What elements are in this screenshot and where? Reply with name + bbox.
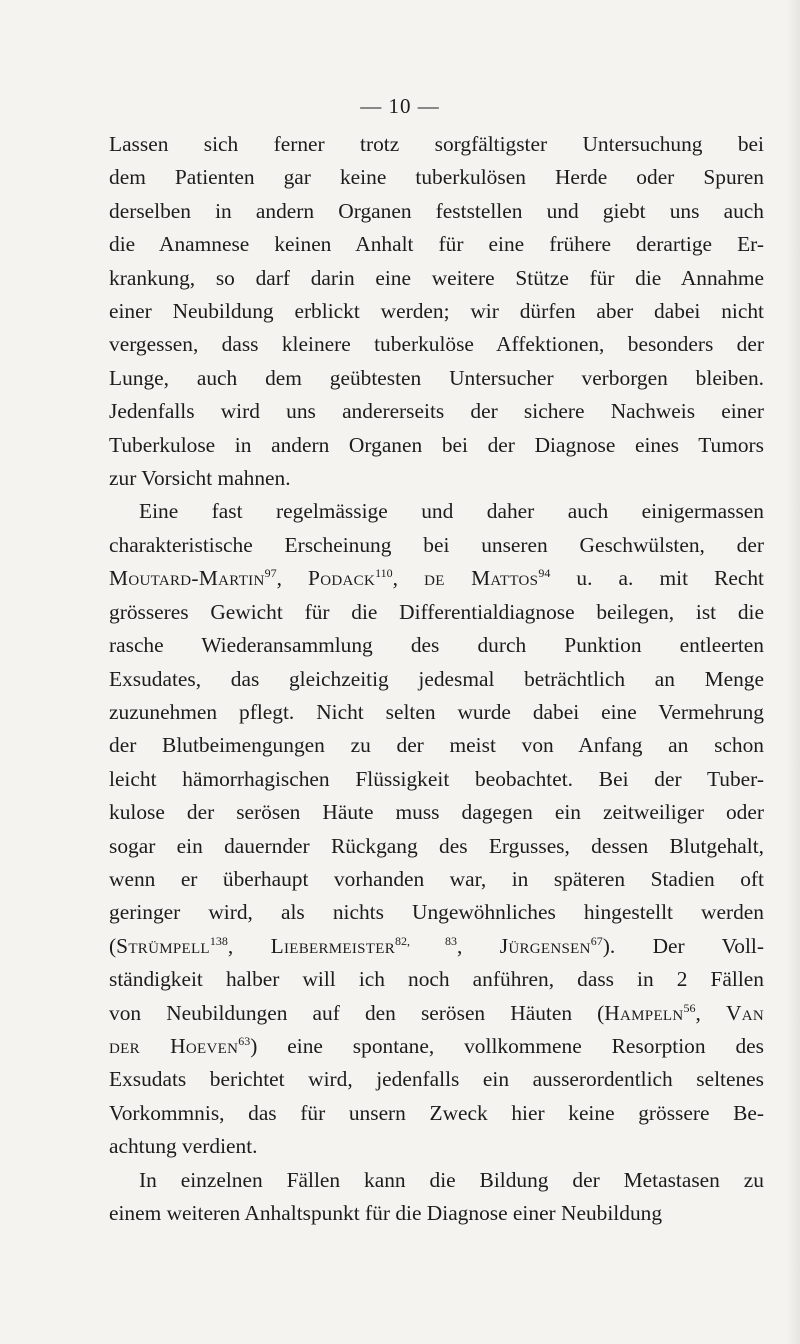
text-line: Exsudates, das gleichzeitig jedesmal beträchtlich an Menge — [109, 666, 764, 691]
text-line: krankung, so darf darin eine weitere Stütze für die Annahme — [109, 265, 764, 290]
text-line: derselben in andern Organen feststellen und giebt uns auch — [109, 198, 764, 223]
text-line: ständigkeit halber will ich noch anführen, dass in 2 Fällen — [109, 967, 764, 992]
text-line: Moutard-Martin$^{97}$, Podack$^{110}$, de Mattos$^{94}$ u. a. mit Recht — [109, 566, 765, 591]
text-line: rasche Wiederansammlung des durch Punktion entleerten — [109, 633, 764, 658]
text-line: der Blutbeimengungen zu der meist von Anfang an schon — [109, 733, 764, 758]
page-number: — 10 — — [360, 94, 440, 118]
text-line: charakteristische Erscheinung bei unseren Geschwülsten, der — [109, 532, 764, 557]
text-line: der Hoeven$^{63}$) eine spontane, vollkommene Resorption des — [109, 1033, 764, 1058]
text-line: (Strümpell$^{138}$, Liebermeister$^{82, 83}$, Jürgensen$^{67}$). Der Voll- — [109, 933, 764, 958]
text-line: Jedenfalls wird uns andererseits der sichere Nachweis einer — [109, 399, 764, 424]
text-line: wenn er überhaupt vorhanden war, in späteren Stadien oft — [109, 866, 764, 891]
text-line: sogar ein dauernder Rückgang des Ergusses, dessen Blutgehalt, — [109, 833, 764, 858]
text-line: einer Neubildung erblickt werden; wir dürfen aber dabei nicht — [109, 299, 764, 324]
paragraph — [109, 1164, 764, 1231]
text-line: vergessen, dass kleinere tuberkulöse Affektionen, besonders der — [109, 332, 764, 357]
text-line: dem Patienten gar keine tuberkulösen Herde oder Spuren — [109, 165, 764, 190]
page-edge-shadow — [786, 0, 800, 1344]
paragraph — [109, 495, 764, 1163]
text-line: zuzunehmen pflegt. Nicht selten wurde dabei eine Vermehrung — [109, 699, 764, 724]
text-line: Tuberkulose in andern Organen bei der Diagnose eines Tumors — [109, 432, 764, 457]
text-line: Lunge, auch dem geübtesten Untersucher verborgen bleiben. — [109, 365, 764, 390]
body-text — [109, 128, 764, 1230]
text-line: Eine fast regelmässige und daher auch einigermassen — [139, 499, 764, 524]
text-line: geringer wird, als nichts Ungewöhnliches hingestellt werden — [109, 900, 764, 925]
text-line: Vorkommnis, das für unsern Zweck hier keine grössere Be- — [109, 1100, 764, 1125]
text-line: In einzelnen Fällen kann die Bildung der Metastasen zu — [139, 1167, 764, 1192]
text-line: achtung verdient. — [109, 1134, 258, 1159]
text-line: die Anamnese keinen Anhalt für eine frühere derartige Er- — [109, 232, 764, 257]
text-line: leicht hämorrhagischen Flüssigkeit beobachtet. Bei der Tuber- — [109, 766, 764, 791]
text-line: kulose der serösen Häute muss dagegen ein zeitweiliger oder — [109, 800, 764, 825]
text-line: einem weiteren Anhaltspunkt für die Diagnose einer Neubildung — [109, 1201, 663, 1225]
text-line: Exsudats berichtet wird, jedenfalls ein ausserordentlich seltenes — [109, 1067, 764, 1092]
text-line: von Neubildungen auf den serösen Häuten (Hampeln$^{56}$, Van — [109, 1000, 764, 1025]
paragraph — [109, 128, 764, 495]
text-line: grösseres Gewicht für die Differentialdiagnose beilegen, ist die — [109, 599, 764, 624]
text-line: zur Vorsicht mahnen. — [109, 466, 291, 491]
text-line: Lassen sich ferner trotz sorgfältigster Untersuchung bei — [109, 132, 764, 156]
